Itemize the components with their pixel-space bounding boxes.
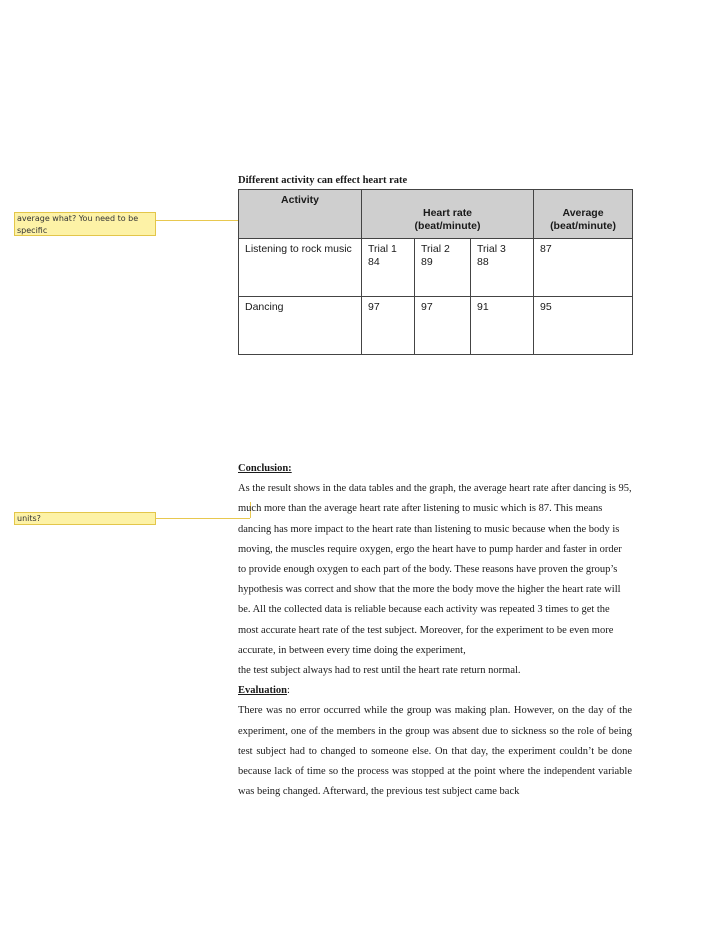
report-body xyxy=(238,459,632,802)
cell-trial: 97 xyxy=(415,297,471,355)
comment-connector-line xyxy=(156,518,250,519)
evaluation-paragraph: There was no error occurred while the group was making plan. However, on the day of the experiment, one of the members in the group was absent due to sickness so the role of being test subject had to changed to someone else. On that day, the experiment couldn’t be done because lack of time so the process was stopped at the point where the independent variable was being changed. Afterward, the previous test subject came back xyxy=(238,705,632,798)
cell-activity: Dancing xyxy=(239,297,362,355)
header-heart-rate: Heart rate (beat/minute) xyxy=(362,190,534,239)
table-header-row xyxy=(239,190,633,239)
conclusion-heading: Conclusion: xyxy=(238,463,292,474)
header-activity: Activity xyxy=(239,190,362,239)
table-title: Different activity can effect heart rate xyxy=(238,175,408,186)
cell-average: 87 xyxy=(534,239,633,297)
evaluation-heading: Evaluation xyxy=(238,685,288,697)
comment-units[interactable] xyxy=(14,512,156,525)
cell-average: 95 xyxy=(534,297,633,355)
cell-trial: 91 xyxy=(471,297,534,355)
cell-trial: 97 xyxy=(362,297,415,355)
conclusion-last-line: the test subject always had to rest until the heart rate return normal. xyxy=(238,665,521,677)
heart-rate-table xyxy=(238,189,633,355)
conclusion-paragraph: As the result shows in the data tables and the graph, the average heart rate after dancing is 95, much more than the average heart rate after listening to music which is 87. This means dancing has more impact to the heart rate than listening to music because when the body is moving, the muscles require oxygen, ergo the heart have to pump harder and faster in order to provide enough oxygen to each part of the body. These reasons have proven the group’s hypothesis was correct and show that the more the body move the higher the heart rate will be. All the collected data is reliable because each activity was repeated 3 times to get the most accurate heart rate of the test subject. Moreover, for the experiment to be even more accurate, in between every time doing the experiment, xyxy=(238,483,632,656)
cell-trial: Trial 1 84 xyxy=(362,239,415,297)
evaluation-heading-line xyxy=(238,681,632,701)
table-row xyxy=(239,239,633,297)
comment-text: units? xyxy=(17,514,41,523)
comment-average-what[interactable] xyxy=(14,212,156,236)
table-row xyxy=(239,297,633,355)
cell-activity: Listening to rock music xyxy=(239,239,362,297)
header-average: Average (beat/minute) xyxy=(534,190,633,239)
cell-trial: Trial 3 88 xyxy=(471,239,534,297)
evaluation-colon: : xyxy=(287,685,290,697)
comment-text: average what? You need to be specific xyxy=(17,214,139,235)
cell-trial: Trial 2 89 xyxy=(415,239,471,297)
